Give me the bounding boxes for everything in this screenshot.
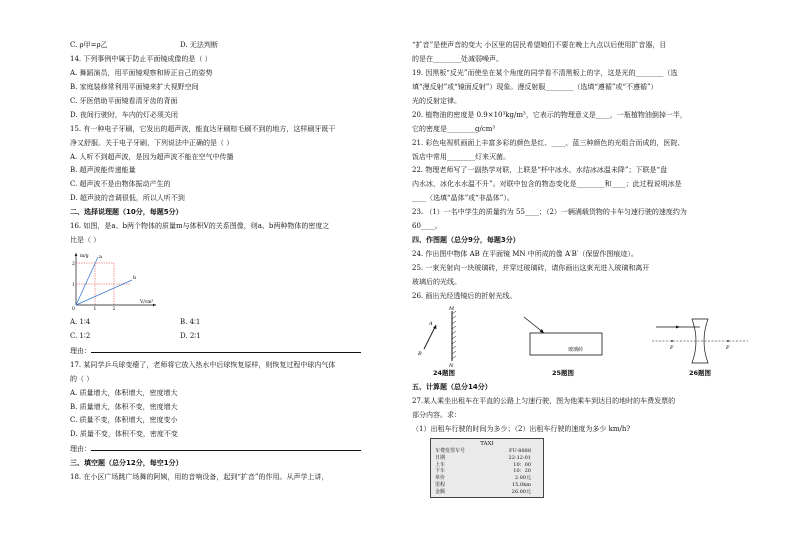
q17-stem-line1: 17. 某同学乒乓球变瘪了，老师将它放入热水中后球恢复原样，则恢复过程中球内气体 [70, 360, 336, 369]
q13-option-d: D. 无法判断 [180, 41, 218, 49]
q19-stem-line2: 填“漫反射”或“镜面反射”）现象。漫反射服________（选填“遵循”或“不遵循”） [412, 82, 658, 91]
q13-option-c: C. ρ甲=ρ乙 [70, 41, 108, 49]
q22-stem-line1: 22. 物理老师写了一副热学对联，上联是“杯中冰水，水结冰冰温未降”；下联是“盘 [412, 166, 668, 175]
section-5-heading: 五、计算题（总分14分） [412, 382, 492, 391]
q19-stem-line3: 光的反射定律。 [412, 96, 461, 105]
q27-stem-line1: 27.某人乘坐出租车在平直的公路上匀速行驶，图为他乘车到达目的地时的车费发票的 [412, 396, 676, 405]
q16-reason [70, 345, 388, 357]
label-m: M [449, 305, 455, 312]
taxi-row-key: 车费发票车号 [435, 448, 466, 455]
plane-mirror-figure [412, 305, 476, 367]
taxi-row-value: 15.0km [512, 481, 531, 488]
taxi-row-value: FU-8888 [508, 448, 531, 455]
q21-stem-line2: 饭店中常用________灯来灭菌。 [412, 152, 510, 161]
figure-24 [412, 305, 476, 378]
q16-option-a: A. 1∶4 [70, 317, 91, 326]
ray-arrowhead [676, 325, 680, 328]
q23-stem-line1: 23. （1）一名中学生的质量约为 55____；（2）一辆满载货物的卡车匀速行驶的速度约为 [412, 208, 687, 217]
taxi-row-key: 上车 [435, 461, 446, 468]
q27-stem-line3: （1）出租车行驶的时间为多少；（2）出租车行驶的速度为多少 km/h? [412, 424, 631, 433]
q13-options-cd [70, 40, 388, 51]
q15-option-d: D. 超声波的音调很低，所以人听不到 [70, 194, 185, 203]
q20-stem-line1: 20. 植物油的密度是 0.9×10³kg/m³，它表示的物理意义是____，一瓶植物油倒掉一半， [412, 110, 687, 119]
y-tick-2: 2 [72, 262, 75, 268]
q20-stem-line2: 它的密度是________g/cm³ [412, 124, 496, 133]
focal-point-right [727, 340, 729, 342]
q14-option-b: B. 家庭装修常利用平面镜来扩大视野空间 [70, 82, 199, 91]
object-arrowhead [433, 325, 437, 329]
q16-graph [70, 249, 388, 315]
figure-25 [518, 313, 608, 378]
q16-stem-line1: 16. 如图，是a、b两个物体的质量m与体积V的关系图像，则a、b两种物体的密度之 [70, 222, 330, 231]
q15-option-b: B. 超声波能传递能量 [70, 166, 136, 175]
section-2-heading: 二、选择说理题（10分，每题5分） [70, 208, 183, 217]
origin-label: 0 [72, 307, 75, 312]
glass-label: 玻璃砖 [568, 346, 584, 353]
figure-26-caption: 26题图 [688, 368, 712, 377]
taxi-row-value: 10：00 [513, 461, 531, 468]
q16-options-ab [70, 317, 388, 328]
q22-stem-line2: 内水冰，冰化水水温不升”。对联中包含的物态变化是________和____；此过程说明冰是 [412, 180, 682, 189]
section-3-heading: 三、填空题（总分12分，每空1分） [70, 459, 183, 468]
q16-stem-line2: 比是（ ） [70, 236, 101, 245]
label-f-left: F [670, 344, 674, 351]
q25-stem-line2: 玻璃后的光线。 [412, 277, 461, 286]
q18-stem-line1: 18. 在小区广场跳广场舞的阿姨，用的音响设备，起到“扩音”的作用。从声学上讲， [70, 473, 329, 482]
reason-blank[interactable] [91, 443, 361, 451]
q26-stem: 26. 画出光经透镜后的折射光线。 [412, 291, 517, 300]
q19-stem-line1: 19. 因黑板“反光”而使坐在某个角度的同学看不清黑板上的字，这是光的________（选 [412, 68, 678, 77]
taxi-row-unit-price [435, 475, 539, 482]
q18-stem-line3: 的是在________处减弱噪声。 [412, 54, 503, 63]
taxi-row-key: 金额 [435, 488, 446, 495]
label-f-right: F [726, 344, 730, 351]
q18-stem-line2: “扩音”是使声音的变大 小区里的居民希望她们不要在晚上九点以后使用扩音器，目 [412, 41, 667, 49]
line-b-label: b [133, 275, 137, 282]
q16-option-c: C. 1∶2 [70, 331, 91, 340]
taxi-row-amount [435, 489, 539, 496]
taxi-row-plate [435, 448, 539, 455]
taxi-row-value: 22-12-01 [508, 454, 531, 461]
q27-stem-line2: 部分内容。求： [412, 410, 461, 419]
q17-reason [70, 443, 388, 455]
taxi-row-key: 单价 [435, 475, 446, 482]
x-tick-2: 2 [112, 307, 116, 312]
y-axis-label: m/g [80, 254, 89, 260]
right-column [412, 40, 750, 498]
q14-option-c: C. 牙医借助平面镜看清牙齿的背面 [70, 96, 178, 105]
q24-stem: 24. 作出图中物体 AB 在平面镜 MN 中所成的像 A′B′（保留作图痕迹）。 [412, 250, 638, 259]
concave-lens-figure [650, 313, 750, 367]
mass-volume-graph [70, 249, 160, 311]
taxi-receipt [430, 438, 544, 499]
object-ab [424, 325, 436, 349]
q15-stem-line1: 15. 有一种电子牙刷，它发出的超声波，能直达牙刷棕毛刷不到的地方，这样刷牙既干 [70, 124, 336, 133]
q17-option-b: B. 质量增大，体积不变，密度增大 [70, 402, 178, 411]
q17-option-c: C. 质量不变，体积增大，密度变小 [70, 416, 178, 425]
q16-option-d: D. 2∶1 [180, 331, 201, 340]
x-tick-1: 1 [93, 307, 97, 312]
q23-stem-line2: 60____。 [412, 222, 442, 231]
figure-24-caption: 24题图 [432, 368, 456, 377]
q25-stem-line1: 25. 一束光射向一块玻璃砖，并穿过玻璃砖，请你画出这束光进入玻璃和离开 [412, 264, 650, 272]
glass-block [530, 333, 602, 355]
q17-option-a: A. 质量增大，体积增大，密度增大 [70, 388, 178, 397]
reason-label: 理由： [70, 445, 91, 454]
drawing-figures [412, 305, 750, 378]
left-column [70, 40, 388, 486]
taxi-row-date [435, 455, 539, 462]
taxi-receipt-title: TAXI [480, 440, 494, 447]
q17-option-d: D. 质量不变，体积不变，密度不变 [70, 430, 178, 439]
taxi-row-key: 里程 [435, 481, 446, 488]
q16-options-cd [70, 331, 388, 342]
mirror-hatching [452, 311, 456, 359]
taxi-row-key: 日期 [435, 454, 446, 461]
q21-stem-line1: 21. 彩色电视机画面上丰富多彩的颜色是红、____、蓝三种颜色的光组合而成的，医院、 [412, 138, 685, 147]
q14-option-d: D. 夜间行驶时，车内的灯必须关闭 [70, 110, 178, 119]
focal-point-left [671, 340, 673, 342]
q16-option-b: B. 4∶1 [180, 317, 201, 326]
y-axis-arrow [75, 253, 78, 256]
taxi-row-value: 26.00元 [511, 488, 531, 495]
glass-block-figure [518, 313, 608, 367]
taxi-row-value: 10：20 [513, 468, 531, 475]
label-a: A [429, 320, 433, 327]
q15-option-a: A. 人听不到超声波，是因为超声波不能在空气中传播 [70, 152, 234, 161]
y-tick-1: 1 [72, 283, 75, 289]
figure-25-caption: 25题图 [551, 368, 575, 377]
x-axis-arrow [153, 304, 156, 307]
q14-stem: 14. 下列事例中属于防止平面镜成像的是（ ） [70, 54, 212, 63]
reason-label: 理由： [70, 346, 91, 355]
label-n: N [449, 362, 454, 367]
q15-stem-line2: 净又舒服。关于电子牙刷，下列说法中正确的是（ ） [70, 138, 234, 147]
figure-26 [650, 313, 750, 378]
q14-option-a: A. 舞蹈演员，用平面镜观察和矫正自己的姿势 [70, 68, 213, 77]
q17-stem-line2: 的（ ） [70, 374, 94, 383]
taxi-row-board [435, 462, 539, 469]
line-a-label: a [99, 254, 102, 261]
x-axis-label: V/cm³ [140, 300, 154, 306]
line-a [76, 257, 98, 305]
taxi-row-key: 下车 [435, 468, 446, 475]
taxi-row-distance [435, 482, 539, 489]
reason-blank[interactable] [91, 345, 361, 353]
label-b: B [418, 350, 422, 357]
q22-stem-line3: ____（选填“晶体”或“非晶体”）。 [412, 194, 514, 203]
section-4-heading: 四、作图题（总分9分，每题3分） [412, 236, 520, 245]
taxi-row-value: 2.00元 [514, 475, 531, 482]
q15-option-c: C. 超声波不是由物体振动产生的 [70, 180, 171, 189]
